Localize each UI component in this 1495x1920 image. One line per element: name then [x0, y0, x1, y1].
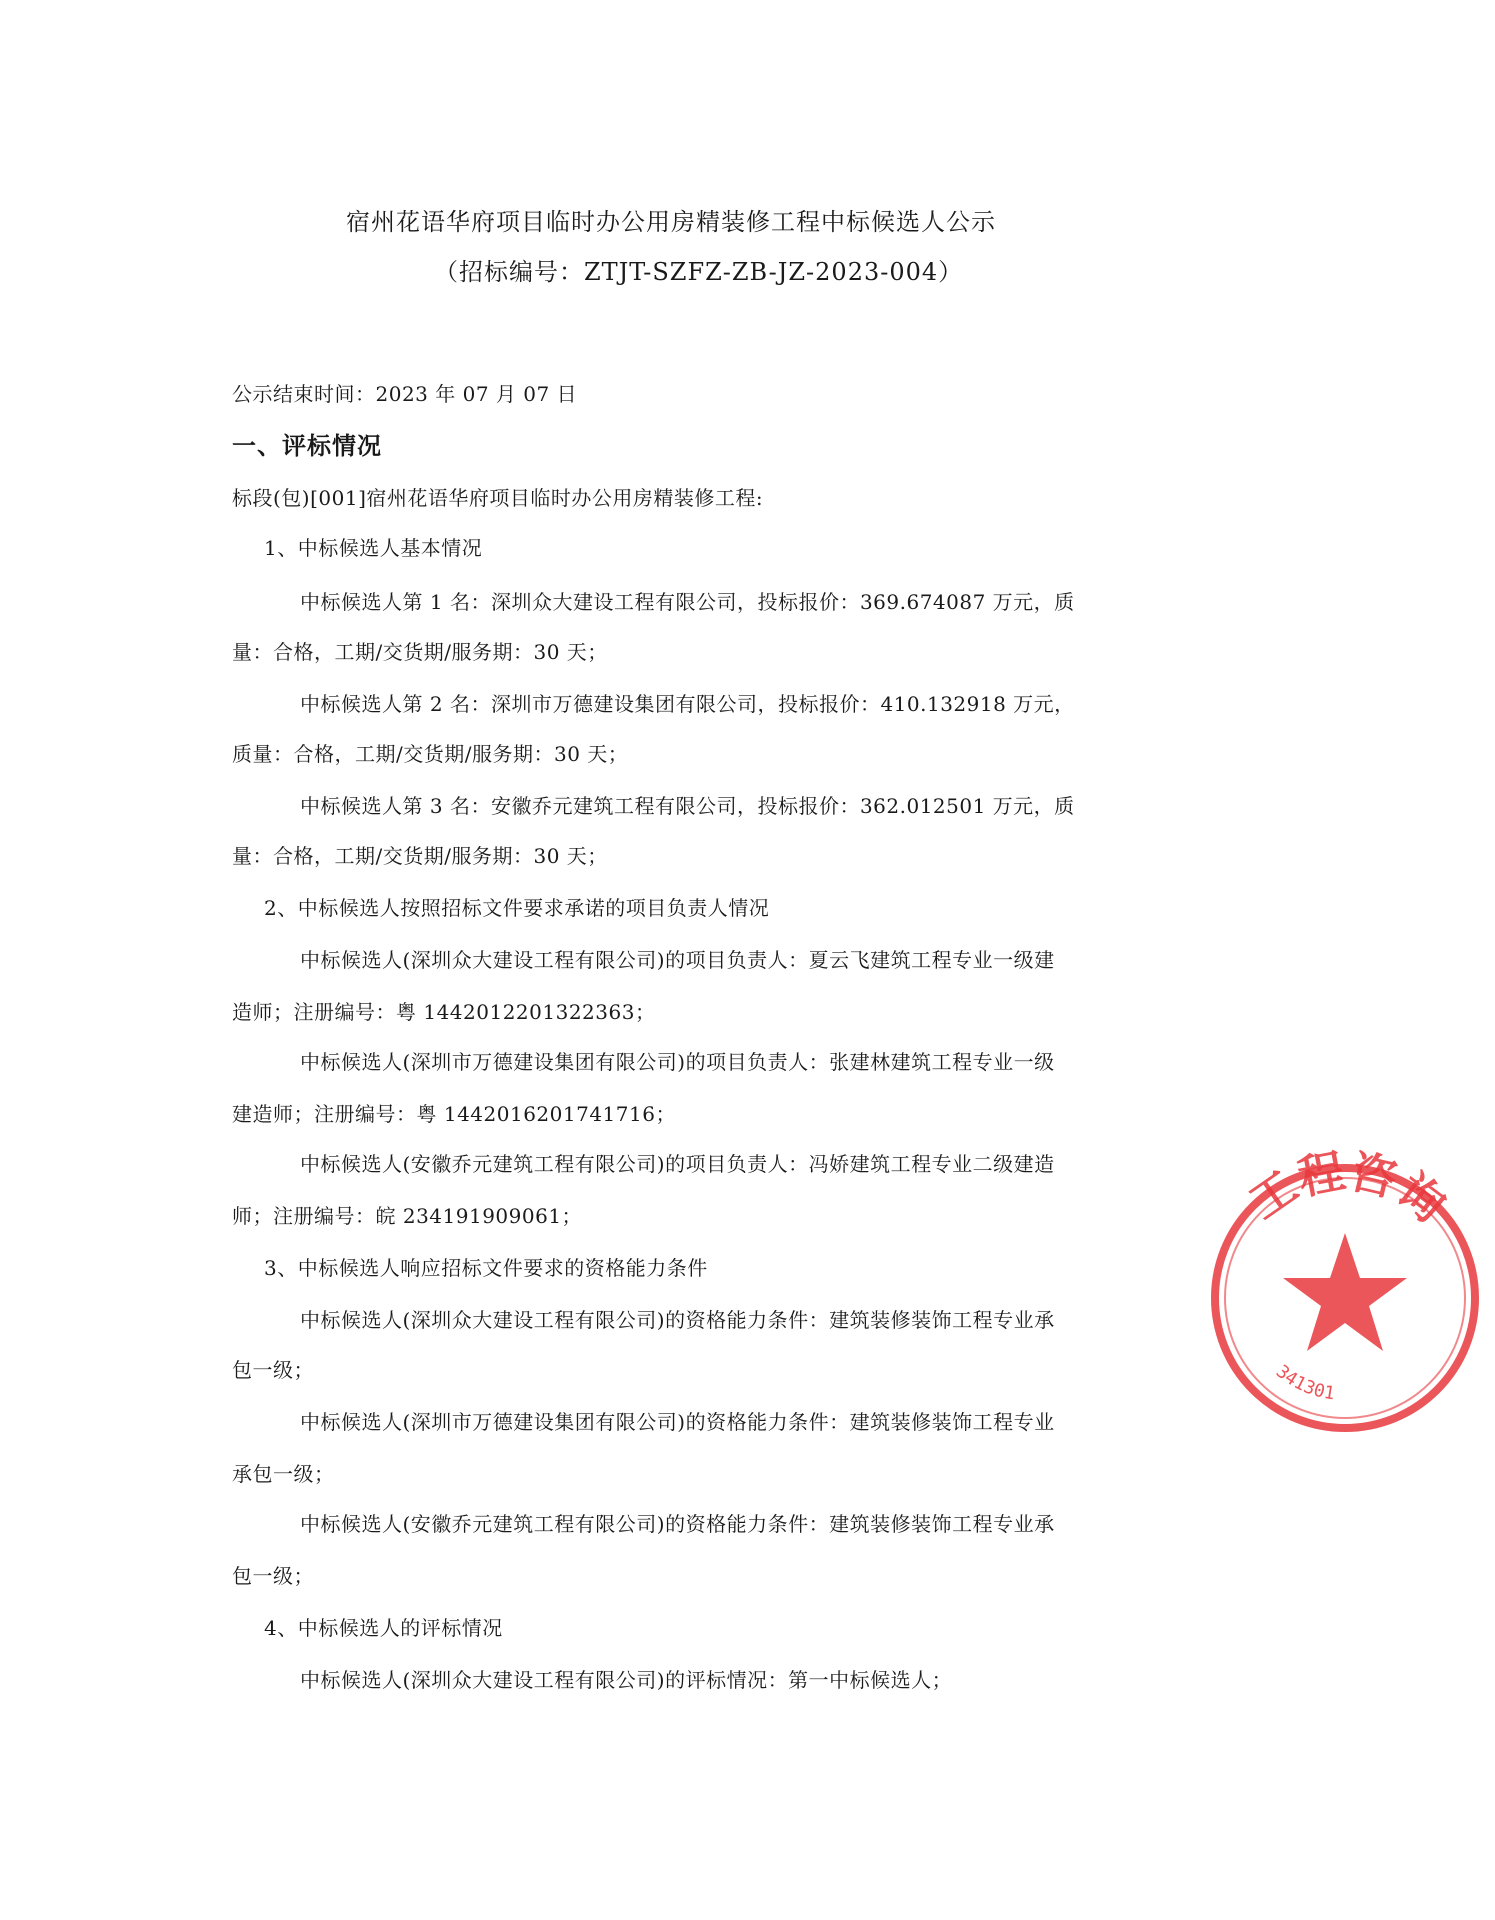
qualification-1-line2: 包一级；: [232, 1358, 314, 1382]
tender-number: （招标编号：ZTJT-SZFZ-ZB-JZ-2023-004）: [434, 258, 964, 286]
candidate-2-line2: 质量：合格，工期/交货期/服务期：30 天；: [232, 742, 629, 766]
manager-3-line1: 中标候选人(安徽乔元建筑工程有限公司)的项目负责人：冯娇建筑工程专业二级建造: [300, 1152, 1055, 1176]
official-seal: [1195, 1143, 1495, 1448]
document-title: 宿州花语华府项目临时办公用房精装修工程中标候选人公示: [346, 208, 996, 236]
subsection-3-title: 3、中标候选人响应招标文件要求的资格能力条件: [264, 1256, 708, 1280]
candidate-3-line1: 中标候选人第 3 名：安徽乔元建筑工程有限公司，投标报价：362.012501 万元，质: [300, 794, 1075, 818]
qualification-2-line1: 中标候选人(深圳市万德建设集团有限公司)的资格能力条件：建筑装修装饰工程专业: [300, 1410, 1055, 1434]
manager-1-line1: 中标候选人(深圳众大建设工程有限公司)的项目负责人：夏云飞建筑工程专业一级建: [300, 948, 1055, 972]
manager-2-line2: 建造师；注册编号：粤 1442016201741716；: [232, 1102, 676, 1126]
candidate-3-line2: 量：合格，工期/交货期/服务期：30 天；: [232, 844, 608, 868]
qualification-3-line1: 中标候选人(安徽乔元建筑工程有限公司)的资格能力条件：建筑装修装饰工程专业承: [300, 1512, 1055, 1536]
candidate-2-line1: 中标候选人第 2 名：深圳市万德建设集团有限公司，投标报价：410.132918 万元，: [300, 692, 1075, 716]
section-heading: 一、评标情况: [232, 432, 382, 460]
package-line: 标段(包)[001]宿州花语华府项目临时办公用房精装修工程:: [232, 486, 764, 510]
candidate-1-line2: 量：合格，工期/交货期/服务期：30 天；: [232, 640, 608, 664]
manager-2-line1: 中标候选人(深圳市万德建设集团有限公司)的项目负责人：张建林建筑工程专业一级: [300, 1050, 1055, 1074]
svg-text:工程咨询: [1239, 1143, 1456, 1233]
svg-text:341301: [1272, 1361, 1336, 1404]
manager-3-line2: 师；注册编号：皖 234191909061；: [232, 1204, 583, 1228]
qualification-1-line1: 中标候选人(深圳众大建设工程有限公司)的资格能力条件：建筑装修装饰工程专业承: [300, 1308, 1055, 1332]
subsection-2-title: 2、中标候选人按照招标文件要求承诺的项目负责人情况: [264, 896, 770, 920]
seal-star-icon: [1283, 1233, 1407, 1351]
publicity-end-time: 公示结束时间：2023 年 07 月 07 日: [232, 382, 578, 406]
candidate-1-line1: 中标候选人第 1 名：深圳众大建设工程有限公司，投标报价：369.674087 万元，质: [300, 590, 1075, 614]
seal-number: 341301: [1271, 1361, 1337, 1405]
seal-text: 工程咨询: [1238, 1143, 1456, 1233]
manager-1-line2: 造师；注册编号：粤 1442012201322363；: [232, 1000, 656, 1024]
evaluation-1-line1: 中标候选人(深圳众大建设工程有限公司)的评标情况：第一中标候选人；: [300, 1668, 953, 1692]
qualification-3-line2: 包一级；: [232, 1564, 314, 1588]
subsection-4-title: 4、中标候选人的评标情况: [264, 1616, 503, 1640]
subsection-1-title: 1、中标候选人基本情况: [264, 536, 483, 560]
qualification-2-line2: 承包一级；: [232, 1462, 335, 1486]
